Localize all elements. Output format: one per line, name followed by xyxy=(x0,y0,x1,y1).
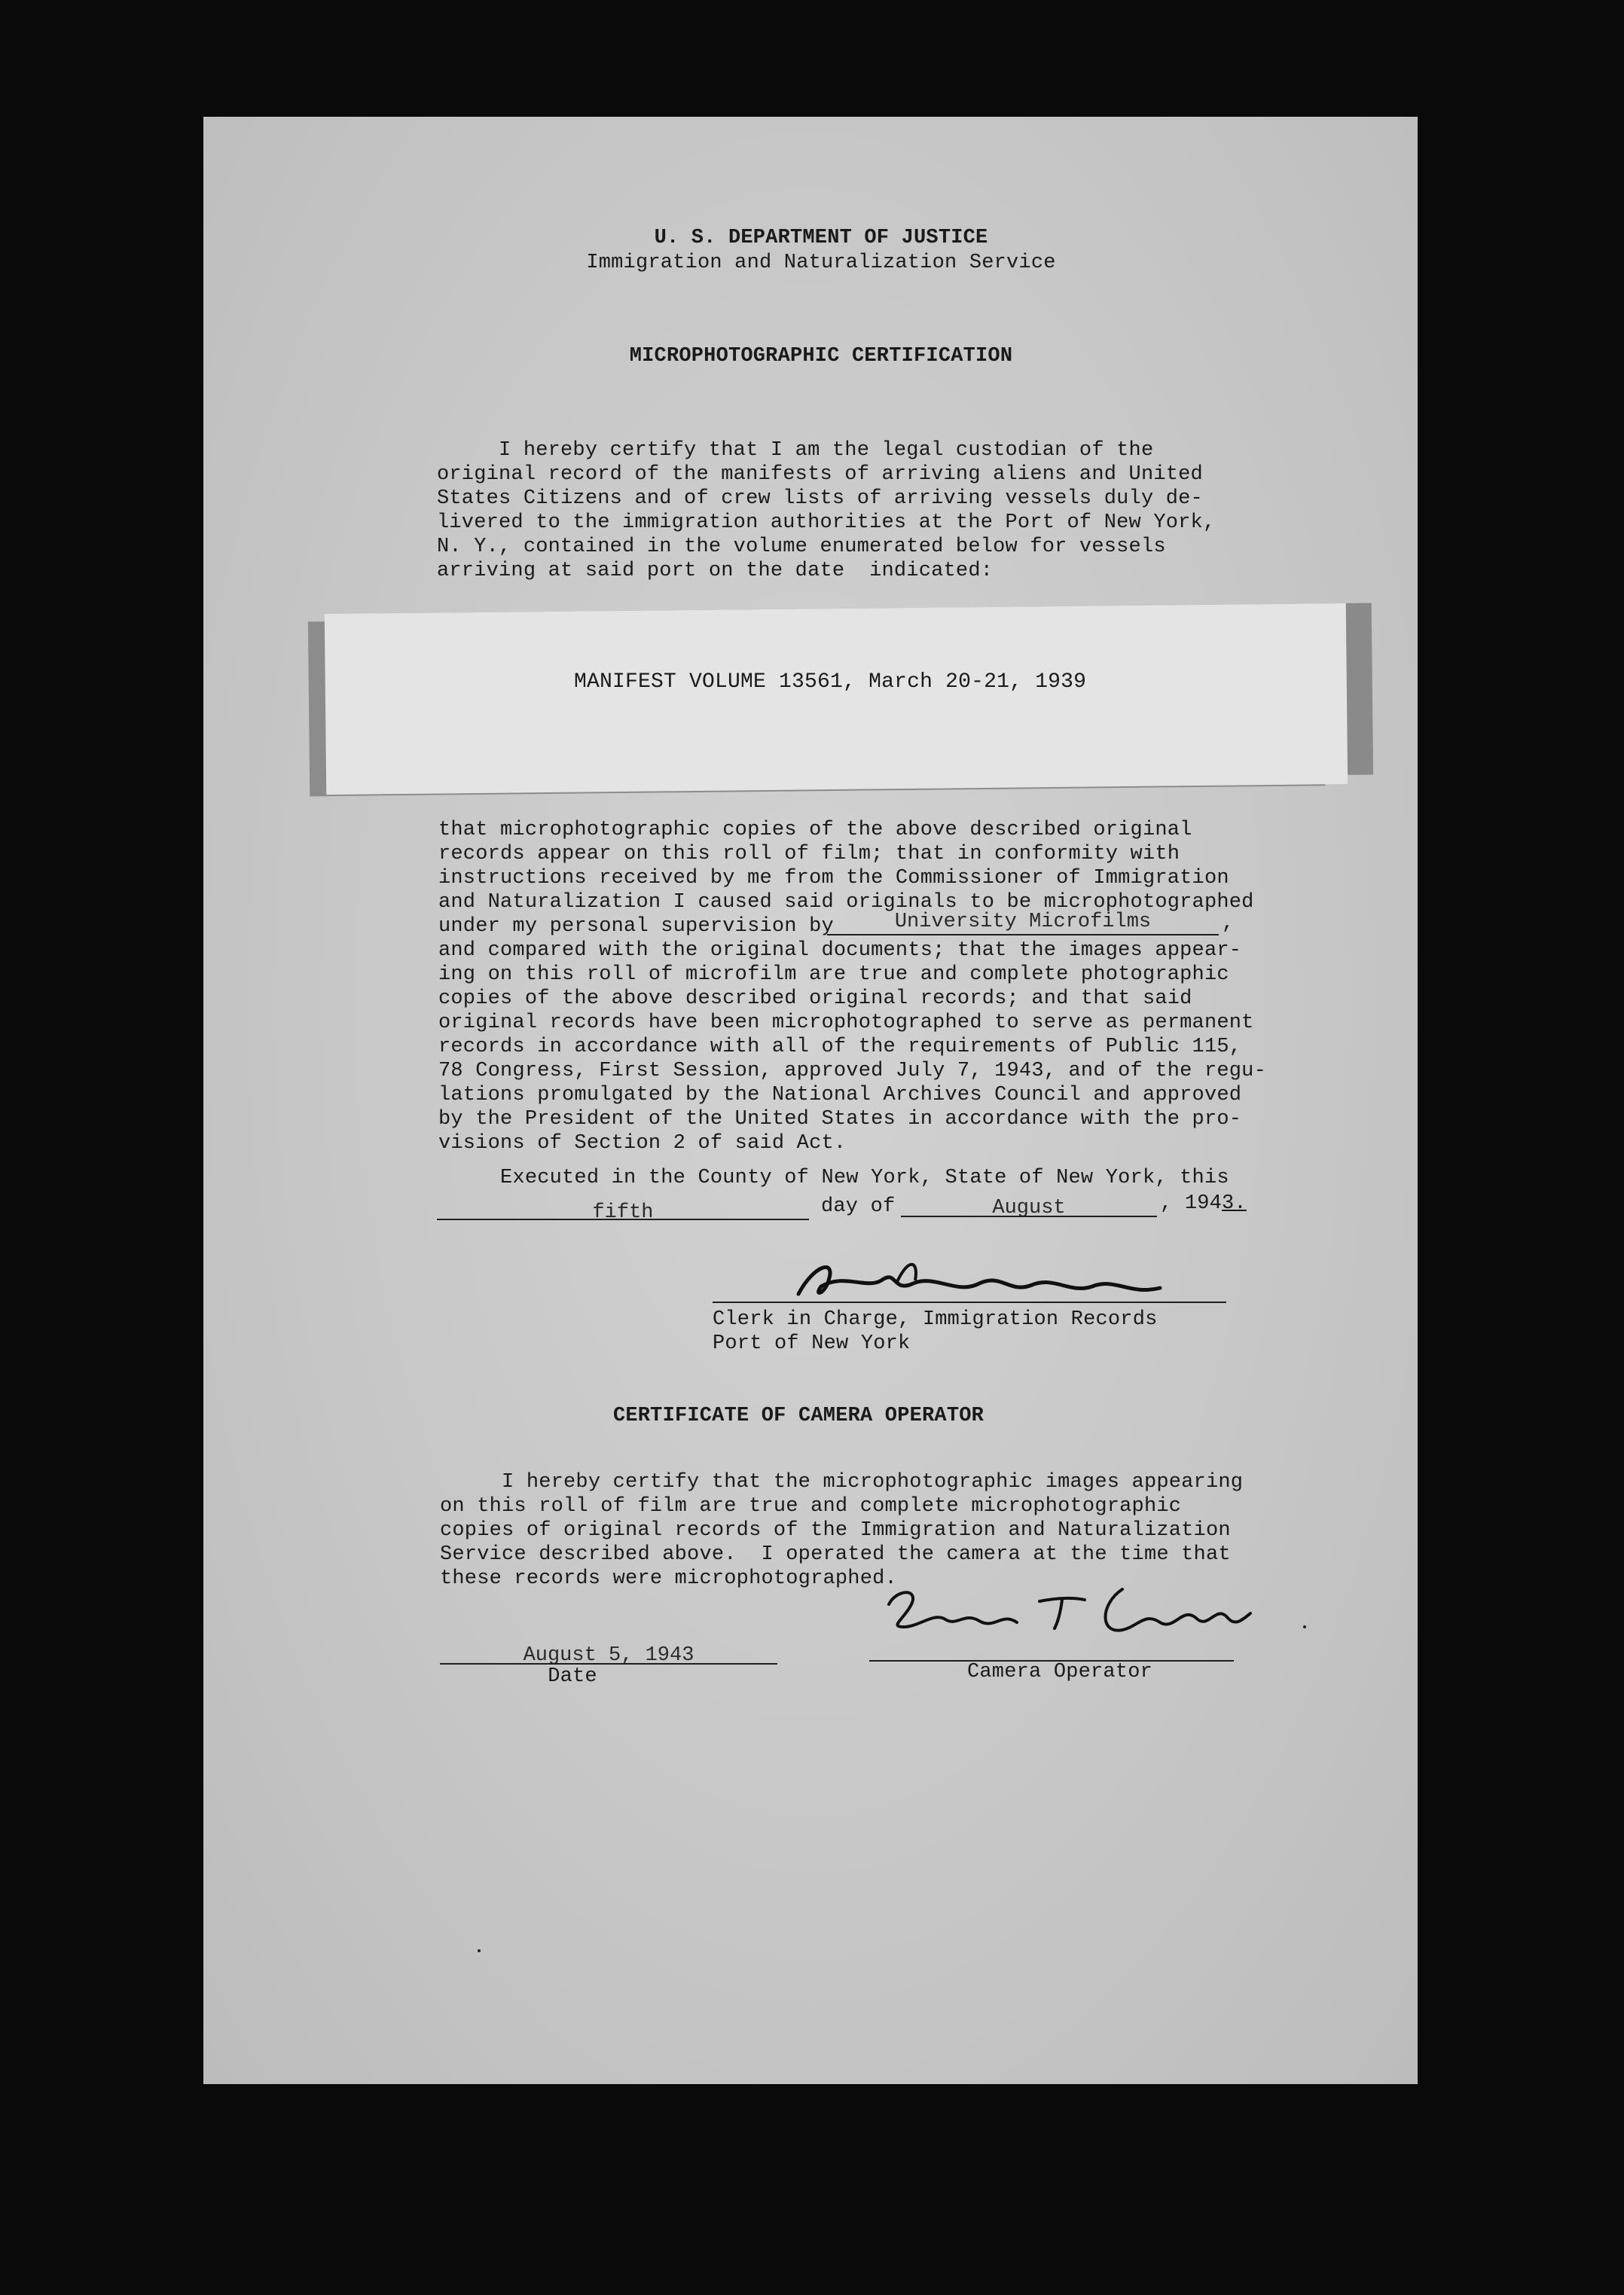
executed-line: Executed in the County of New York, State of New York, this xyxy=(438,1167,1229,1189)
supervisor-underline xyxy=(827,934,1219,935)
text-line: livered to the immigration authorities at the Port of New York, xyxy=(437,511,1216,534)
paper-speck xyxy=(1303,1625,1306,1628)
day-underline xyxy=(437,1219,809,1220)
certification-title: MICROPHOTOGRAPHIC CERTIFICATION xyxy=(629,345,1013,368)
text-line: instructions received by me from the Commissioner of Immigration xyxy=(438,867,1229,890)
text-line: States Citizens and of crew lists of arriving vessels duly de- xyxy=(437,487,1203,510)
department-heading: U. S. DEPARTMENT OF JUSTICE xyxy=(654,227,988,249)
text-line: N. Y., contained in the volume enumerated below for vessels xyxy=(437,536,1166,558)
camera-certificate-title: CERTIFICATE OF CAMERA OPERATOR xyxy=(612,1405,984,1427)
text-line: under my personal supervision by xyxy=(438,915,834,938)
text-line: visions of Section 2 of said Act. xyxy=(438,1132,847,1155)
executed-day: fifth xyxy=(592,1201,654,1224)
text-line: and compared with the original documents; that the images appear- xyxy=(438,939,1242,962)
text-line: Service described above. I operated the camera at the time that xyxy=(440,1543,1231,1566)
text-line: records in accordance with all of the requirements of Public 115, xyxy=(438,1036,1242,1058)
clerk-signature-line xyxy=(713,1302,1226,1303)
camera-operator-label: Camera Operator xyxy=(967,1661,1153,1683)
executed-month: August xyxy=(992,1197,1066,1219)
date-label: Date xyxy=(548,1665,597,1688)
camera-operator-signature xyxy=(874,1574,1265,1657)
manifest-volume-label: MANIFEST VOLUME 13561, March 20-21, 1939 xyxy=(574,670,1087,694)
text-line: records appear on this roll of film; that in conformity with xyxy=(438,843,1180,865)
year-prefix: 194 xyxy=(1184,1192,1223,1215)
year-suffix: 3. xyxy=(1222,1192,1247,1215)
text-line: these records were microphotographed. xyxy=(440,1567,897,1590)
executed-year: , 1943. xyxy=(1160,1192,1247,1215)
text-line: I hereby certify that I am the legal custodian of the xyxy=(437,439,1154,462)
clerk-title: Clerk in Charge, Immigration Records xyxy=(713,1308,1158,1331)
comma: , xyxy=(1222,912,1235,935)
text-line: original record of the manifests of arriving aliens and United xyxy=(437,463,1203,486)
camera-date-value: August 5, 1943 xyxy=(523,1644,694,1667)
month-underline xyxy=(901,1216,1157,1217)
text-line: copies of the above described original records; and that said xyxy=(438,987,1192,1010)
text-line: ing on this roll of microfilm are true and complete photographic xyxy=(438,963,1229,986)
text-line: I hereby certify that the microphotographic images appearing xyxy=(440,1471,1244,1494)
text-line: copies of original records of the Immigration and Naturalization xyxy=(440,1519,1231,1542)
manifest-strip xyxy=(325,603,1348,795)
text-line: arriving at said port on the date indicated: xyxy=(437,560,994,582)
day-of-label: day of xyxy=(821,1195,896,1218)
text-line: and Naturalization I caused said originals to be microphotographed xyxy=(438,891,1254,914)
supervisor-name: University Microfilms xyxy=(894,911,1152,933)
text-line: that microphotographic copies of the above described original xyxy=(438,819,1192,841)
text-line: original records have been microphotographed to serve as permanent xyxy=(438,1012,1254,1034)
text-line: 78 Congress, First Session, approved July 7, 1943, and of the regu- xyxy=(438,1060,1266,1082)
text-line: by the President of the United States in accordance with the pro- xyxy=(438,1108,1242,1131)
service-heading: Immigration and Naturalization Service xyxy=(586,252,1056,274)
paper-speck xyxy=(478,1949,481,1952)
text-line: on this roll of film are true and complete microphotographic xyxy=(440,1495,1182,1518)
clerk-port: Port of New York xyxy=(713,1332,911,1355)
text-line: lations promulgated by the National Archives Council and approved xyxy=(438,1084,1242,1106)
